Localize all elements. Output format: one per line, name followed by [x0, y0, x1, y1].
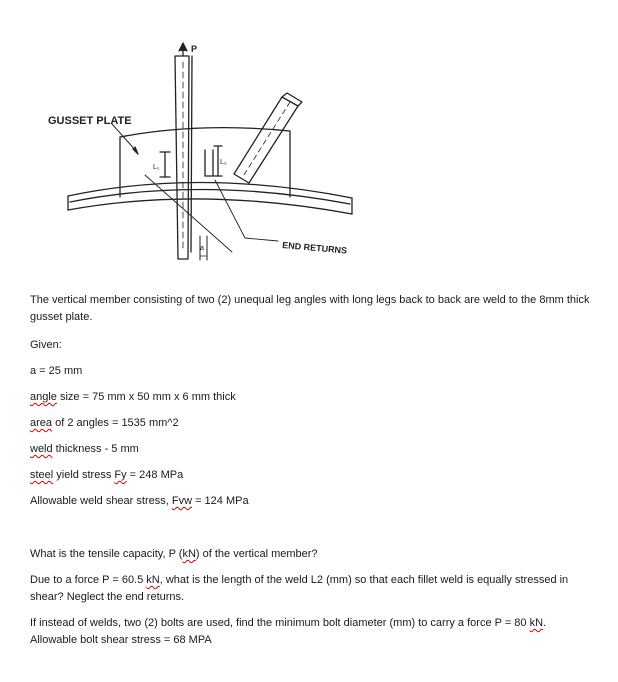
given-steel-yield [30, 467, 183, 483]
weld-l2-label: L₂ [220, 159, 227, 166]
question-1 [30, 546, 318, 562]
q3-end: . Allowable bolt shear stress = 68 MPA [30, 617, 547, 646]
spell-flag-steel: steel [30, 469, 54, 481]
q2-end: , what is the length of the weld L2 (mm) so that each fillet weld is equally stressed in shear? Neglect the end returns. [30, 574, 569, 603]
base-member-inner [70, 189, 350, 204]
question-3 [30, 615, 590, 649]
base-member-bottom [68, 199, 352, 214]
q1-start: What is the tensile capacity, P ( [30, 548, 183, 560]
spell-flag-weld: weld [30, 443, 53, 455]
given-allowable-weld [30, 493, 249, 509]
q1-end: ) of the vertical member? [195, 548, 318, 560]
weld-l1-label: L₁ [153, 164, 160, 171]
q3-start: If instead of welds, two (2) bolts are used, find the minimum bolt diameter (mm) to carry a force P = 80 [30, 617, 530, 629]
given-weld-thickness [30, 441, 139, 457]
force-p-label: P [191, 44, 198, 54]
given-area-rest: of 2 angles = 1535 mm^2 [52, 417, 179, 429]
question-2 [30, 572, 590, 606]
spell-flag-area: area [30, 417, 53, 429]
spell-flag-angle: angle [30, 391, 57, 403]
given-allow-end: = 124 MPa [192, 495, 249, 507]
spell-flag-kn-2: kN [146, 574, 160, 586]
gusset-plate-label: GUSSET PLATE [48, 115, 132, 127]
spell-flag-fy: Fy [114, 469, 127, 481]
given-a: a = 25 mm [30, 365, 83, 377]
q2-start: Due to a force P = 60.5 [30, 574, 147, 586]
dimension-a-label: a [200, 245, 204, 252]
spell-flag-kn-1: kN [182, 548, 196, 560]
spell-flag-kn-3: kN [529, 617, 544, 629]
given-allow-start: Allowable weld shear stress, [30, 495, 172, 507]
given-angle-rest: size = 75 mm x 50 mm x 6 mm thick [56, 391, 236, 403]
given-heading: Given: [30, 339, 62, 351]
gusset-plate-diagram [0, 0, 618, 282]
spell-flag-fvw: Fvw [171, 495, 193, 507]
vertical-member [175, 56, 189, 259]
given-steel-mid: yield stress [53, 469, 115, 481]
problem-intro: The vertical member consisting of two (2) unequal leg angles with long legs back to back are weld to the 8mm thick gusset plate. [30, 294, 590, 323]
given-weld-rest: thickness - 5 mm [52, 443, 139, 455]
end-returns-label: END RETURNS [281, 240, 348, 256]
given-angle-size [30, 389, 236, 405]
given-steel-end: = 248 MPa [126, 469, 184, 481]
given-area [30, 415, 179, 431]
